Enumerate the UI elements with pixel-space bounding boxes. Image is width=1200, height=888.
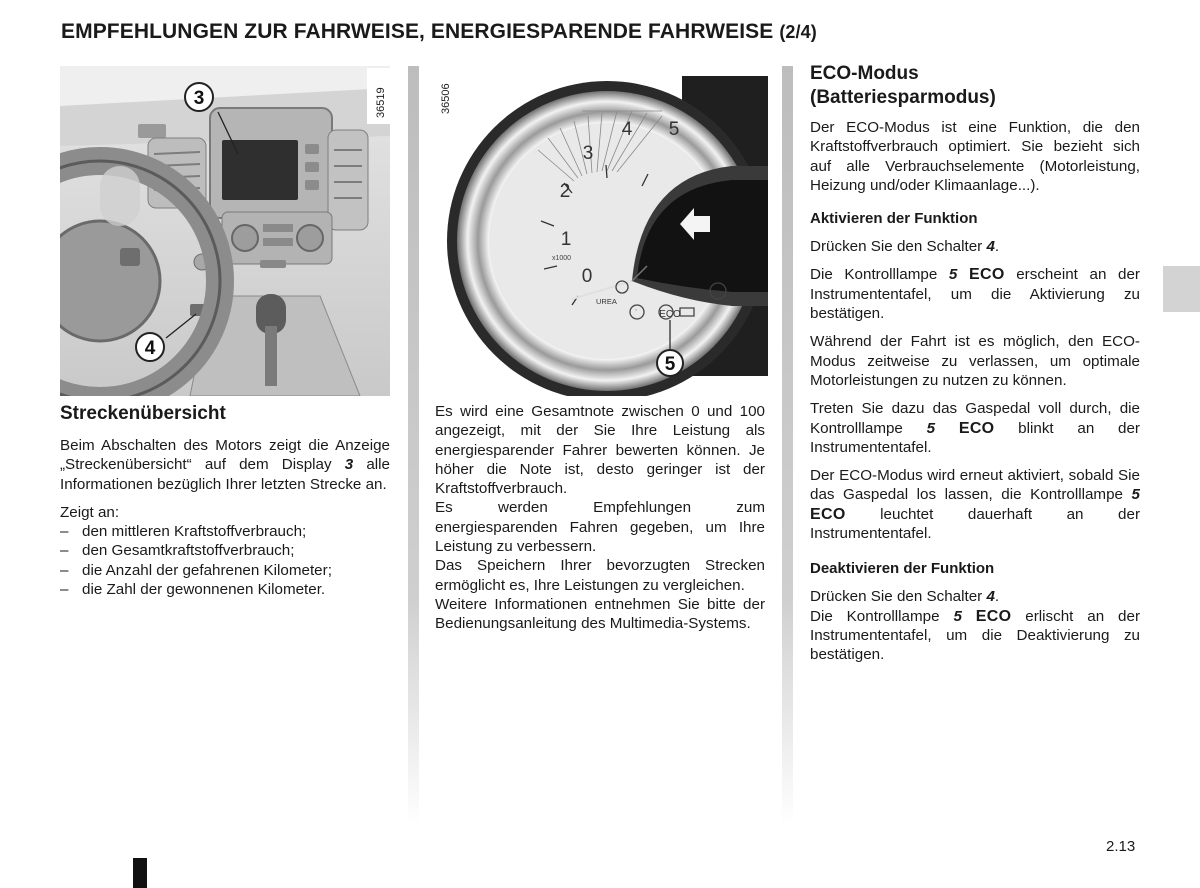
list-intro: Zeigt an: <box>60 503 120 521</box>
left-column <box>60 402 390 599</box>
during-drive: Während der Fahrt ist es möglich, den ECO-Modus zeitweise zu verlassen, um optimale Motorleistungen zu nutzen zu können. <box>810 333 1140 389</box>
activate-press <box>810 237 1140 256</box>
chapter-tab-marker <box>1163 266 1200 312</box>
activate-press-end: . <box>994 238 1000 256</box>
list-item: – den Gesamtkraftstoffverbrauch; <box>60 541 390 560</box>
deactivate-lamp <box>810 607 1140 665</box>
eco-symbol: ECO <box>958 419 995 437</box>
display-items-list <box>60 522 390 599</box>
route-summary-text-b: alle Informationen bezüglich Ihrer letzten Strecke an. <box>60 456 390 493</box>
dashboard-illustration <box>60 66 390 396</box>
ref-lamp-5: 5 <box>1131 486 1140 504</box>
tach-label-0: 0 <box>581 266 593 287</box>
tach-label-5: 5 <box>668 119 680 140</box>
deactivate-press <box>810 587 1140 606</box>
right-column <box>810 62 1140 665</box>
ref-lamp-5: 5 <box>926 419 936 437</box>
list-item: – die Anzahl der gefahrenen Kilometer; <box>60 561 390 580</box>
activate-lamp-text-a: Die Kontrolllampe <box>810 266 949 284</box>
middle-column <box>435 402 765 634</box>
activate-lamp <box>810 265 1140 323</box>
eco-symbol: ECO <box>975 607 1012 625</box>
deactivate-heading: Deaktivieren der Funktion <box>810 560 995 578</box>
route-summary-text-a: Beim Abschalten des Motors zeigt die Anzeige „Streckenübersicht“ auf dem Display <box>60 437 390 474</box>
ref-switch-4: 4 <box>986 238 995 256</box>
recommendations-paragraph: Es werden Empfehlungen zum energiesparenden Fahren gegeben, um Ihre Leistung zu verbessern. <box>435 499 765 556</box>
page-counter: (2/4) <box>779 22 817 42</box>
ref-display-3: 3 <box>344 456 354 474</box>
routes-paragraph: Das Speichern Ihrer bevorzugten Strecken ermöglicht es, Ihre Leistungen zu vergleichen. <box>435 557 765 594</box>
tach-label-3: 3 <box>582 143 594 164</box>
eco-intro: Der ECO-Modus ist eine Funktion, die den Kraftstoffverbrauch optimiert. Sie bezieht sich auf alle Verbrauchselemente (Motorleistung, Heizung und/oder Klimaanlage...). <box>810 119 1140 194</box>
route-summary-paragraph <box>60 436 390 494</box>
eco-heading-line1: ECO-Modus <box>810 63 919 84</box>
ref-switch-4: 4 <box>986 588 995 606</box>
deactivate-lamp-text-b: erlischt an der Instrumententafel, um die Deaktivierung zu bestätigen. <box>810 607 1140 664</box>
list-item: – die Zahl der gewonnenen Kilometer. <box>60 580 390 599</box>
ref-lamp-5: 5 <box>953 607 962 625</box>
activate-heading: Aktivieren der Funktion <box>810 210 978 228</box>
reactivate-text-a: Der ECO-Modus wird erneut aktiviert, sobald Sie das Gaspedal los lassen, die Kontrolllampe <box>810 467 1140 504</box>
callout-3: 3 <box>193 88 205 109</box>
column-divider-right <box>782 66 793 826</box>
eco-indicator-label: ECO <box>659 309 681 320</box>
callout-4: 4 <box>144 338 156 359</box>
list-item: – den mittleren Kraftstoffverbrauch; <box>60 522 390 541</box>
page-number: 2.13 <box>1106 838 1136 855</box>
figure-code-36506: 36506 <box>440 83 452 114</box>
section-heading-route-summary: Streckenübersicht <box>60 403 226 424</box>
activate-lamp-text-b: erscheint an der Instrumententafel, um die Aktivierung zu bestätigen. <box>810 266 1140 323</box>
page-title <box>61 20 817 44</box>
pedal-paragraph <box>810 399 1140 457</box>
score-paragraph: Es wird eine Gesamtnote zwischen 0 und 100 angezeigt, mit der Sie Ihre Leistung als energiesparender Fahrer bewerten können. Je höher die Note ist, desto geringer ist der Kraftstoffverbrauch. <box>435 403 765 498</box>
page-title-text: EMPFEHLUNGEN ZUR FAHRWEISE, ENERGIESPARENDE FAHRWEISE <box>61 20 774 43</box>
reactivate-text-b: leuchtet dauerhaft an der Instrumententafel. <box>810 505 1140 543</box>
tach-label-4: 4 <box>621 119 633 140</box>
eco-heading-line2: (Batteriesparmodus) <box>810 87 996 108</box>
cluster-illustration <box>432 66 768 396</box>
deactivate-press-text: Drücken Sie den Schalter <box>810 588 987 606</box>
eco-symbol: ECO <box>810 505 846 523</box>
section-heading-eco <box>810 62 1140 110</box>
footer-bar <box>133 858 147 888</box>
ref-lamp-5: 5 <box>948 266 958 284</box>
callout-5: 5 <box>664 354 676 375</box>
urea-label: UREA <box>596 297 617 306</box>
tach-label-2: 2 <box>559 181 571 202</box>
tach-label-1: 1 <box>560 229 572 250</box>
pedal-text-a: Treten Sie dazu das Gaspedal voll durch, die Kontrolllampe <box>810 400 1140 437</box>
activate-press-text: Drücken Sie den Schalter <box>810 238 987 256</box>
pedal-text-b: blinkt an der Instrumententafel. <box>810 419 1140 456</box>
eco-symbol: ECO <box>969 266 1005 284</box>
multimedia-paragraph: Weitere Informationen entnehmen Sie bitte der Bedienungsanleitung des Multimedia-Systems. <box>435 595 765 633</box>
column-divider-left <box>408 66 419 826</box>
deactivate-press-end: . <box>994 588 1000 606</box>
figure-code-36519: 36519 <box>375 87 387 118</box>
reactivate-paragraph <box>810 466 1140 543</box>
deactivate-lamp-text-a: Die Kontrolllampe <box>810 607 954 625</box>
tach-unit: x1000 <box>552 255 572 262</box>
